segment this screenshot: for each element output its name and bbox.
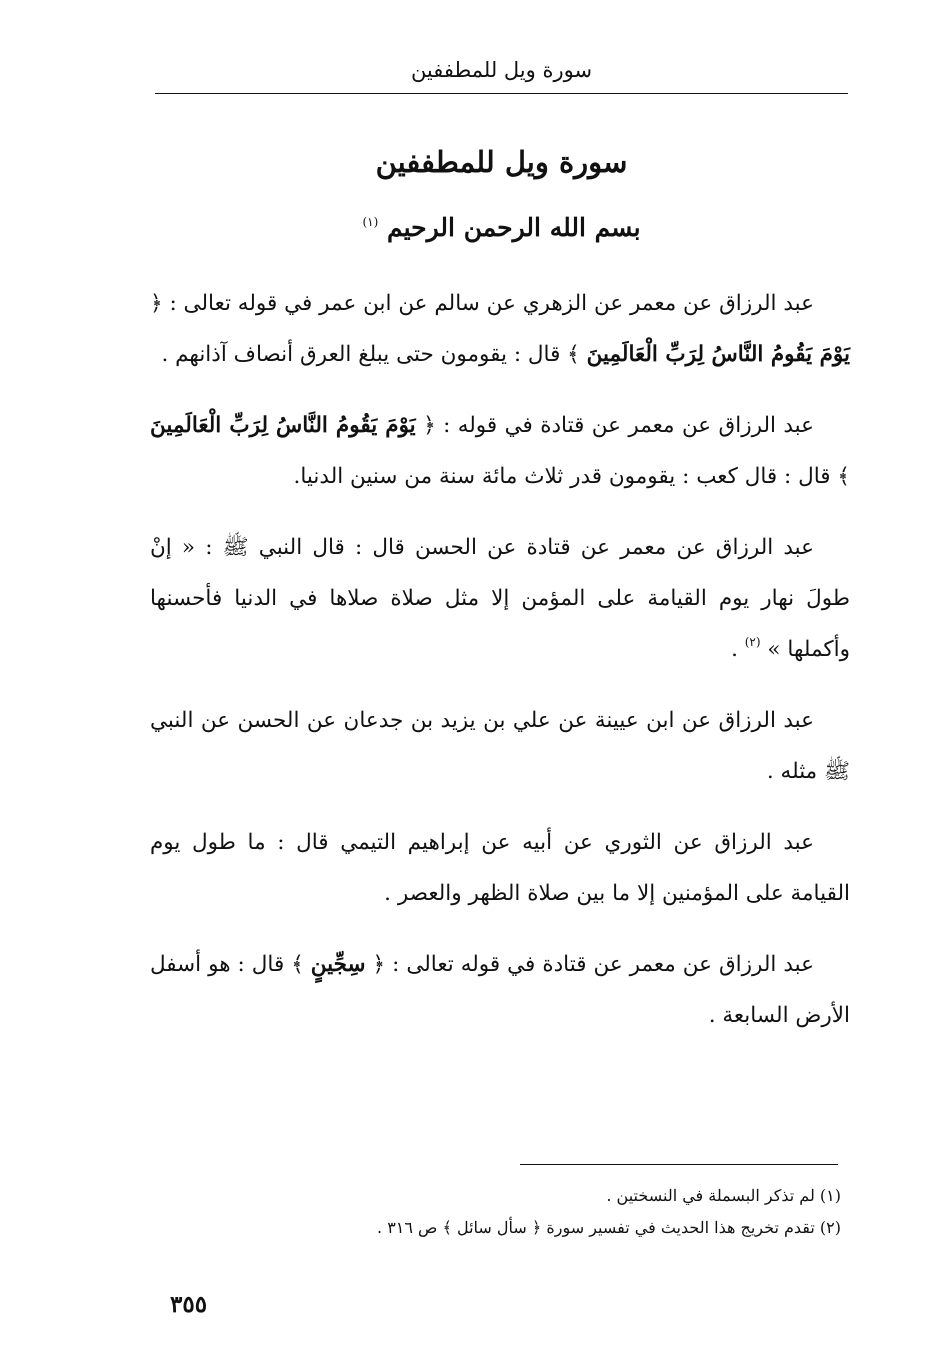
footnote-1: (١) لم تذكر البسملة في النسختين . [606, 1186, 841, 1205]
narration-text: ﴾ قال : هو أسفل الأرض السابعة . [150, 952, 850, 1028]
surah-title: سورة ويل للمطففين [375, 145, 628, 179]
narration-text: ﴾ قال : قال كعب : يقومون قدر ثلاث مائة سنة من سنين الدنيا. [293, 464, 850, 489]
narration-paragraph-5 [150, 817, 850, 919]
narration-text: . [731, 637, 745, 662]
narration-text: عبد الرزاق عن معمر عن قتادة عن الحسن قال : قال النبي ﷺ : « إنْ طولَ نهار يوم القيامة على المؤمن إلا مثل صلاة صلاها في الدنيا فأحسنها وأكملها » [150, 535, 850, 662]
quran-verse: سِجِّينٍ [310, 952, 366, 977]
footnote-2: (٢) تقدم تخريج هذا الحديث في تفسير سورة ﴿ سأل سائل ﴾ ص ٣١٦ . [377, 1218, 841, 1237]
narration-text: عبد الرزاق عن معمر عن قتادة في قوله : ﴿ [415, 413, 814, 438]
body-text [150, 278, 850, 1061]
narration-paragraph-6 [150, 939, 850, 1041]
basmala-line [155, 208, 848, 248]
narration-text: ﴾ قال : يقومون حتى يبلغ العرق أنصاف آذانهم . [161, 342, 587, 367]
narration-text: عبد الرزاق عن الثوري عن أبيه عن إبراهيم التيمي قال : ما طول يوم القيامة على المؤمنين إلا ما بين صلاة الظهر والعصر . [150, 830, 850, 906]
footnote-ref-2: (٢) [744, 635, 761, 649]
narration-text: عبد الرزاق عن معمر عن قتادة في قوله تعالى : ﴿ [365, 952, 814, 977]
narration-text: عبد الرزاق عن معمر عن الزهري عن سالم عن ابن عمر في قوله تعالى : ﴿ [150, 291, 814, 316]
page-number: ٣٥٥ [170, 1291, 208, 1318]
narration-paragraph-3 [150, 522, 850, 675]
narration-paragraph-4 [150, 695, 850, 797]
running-header-title: سورة ويل للمطففين [410, 58, 593, 82]
basmala-text: بسم الله الرحمن الرحيم [387, 213, 641, 242]
footnote-divider [520, 1164, 838, 1165]
narration-paragraph-1 [150, 278, 850, 380]
quran-verse: يَوْمَ يَقُومُ النَّاسُ لِرَبِّ الْعَالَمِينَ [150, 413, 416, 438]
header-divider [155, 93, 848, 94]
footnote-ref-1: (١) [362, 215, 379, 229]
quran-verse: يَوْمَ يَقُومُ النَّاسُ لِرَبِّ الْعَالَمِينَ [586, 342, 850, 367]
narration-paragraph-2 [150, 400, 850, 502]
footnotes [155, 1180, 841, 1244]
narration-text: عبد الرزاق عن ابن عيينة عن علي بن يزيد بن جدعان عن الحسن عن النبي ﷺ مثله . [150, 708, 850, 784]
